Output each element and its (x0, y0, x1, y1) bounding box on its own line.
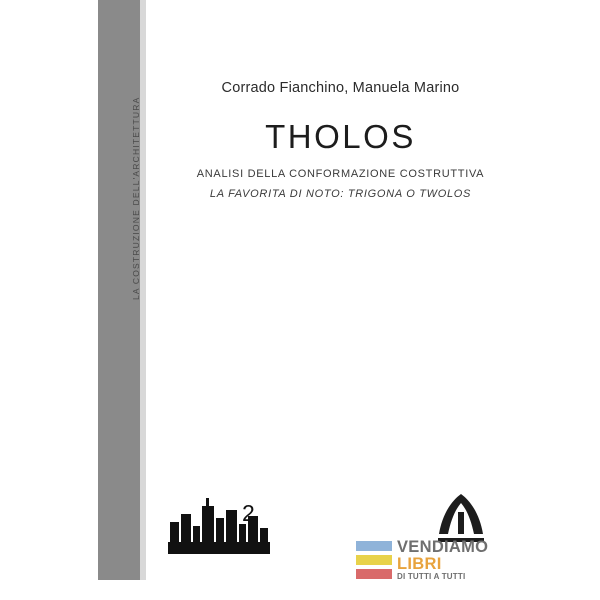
watermark-badge (356, 536, 512, 584)
watermark-text (397, 539, 488, 581)
watermark-line-2: LIBRI (397, 554, 442, 573)
authors: Corrado Fianchino, Manuela Marino (221, 80, 460, 96)
watermark-line-1: VENDIAMO (397, 538, 489, 557)
subtitle-line-1: ANALISI DELLA CONFORMAZIONE COSTRUTTIVA (196, 168, 485, 180)
series-number: 2 (242, 500, 255, 526)
series-title-vertical: LA COSTRUZIONE DELL'ARCHITETTURA (131, 96, 141, 300)
page-title: THOLOS (265, 118, 416, 155)
subtitle-line-2: LA FAVORITA DI NOTO: TRIGONA O TWOLOS (209, 188, 472, 200)
watermark-line-3: DI TUTTI A TUTTI (397, 571, 466, 581)
watermark-bars-icon (356, 541, 392, 579)
